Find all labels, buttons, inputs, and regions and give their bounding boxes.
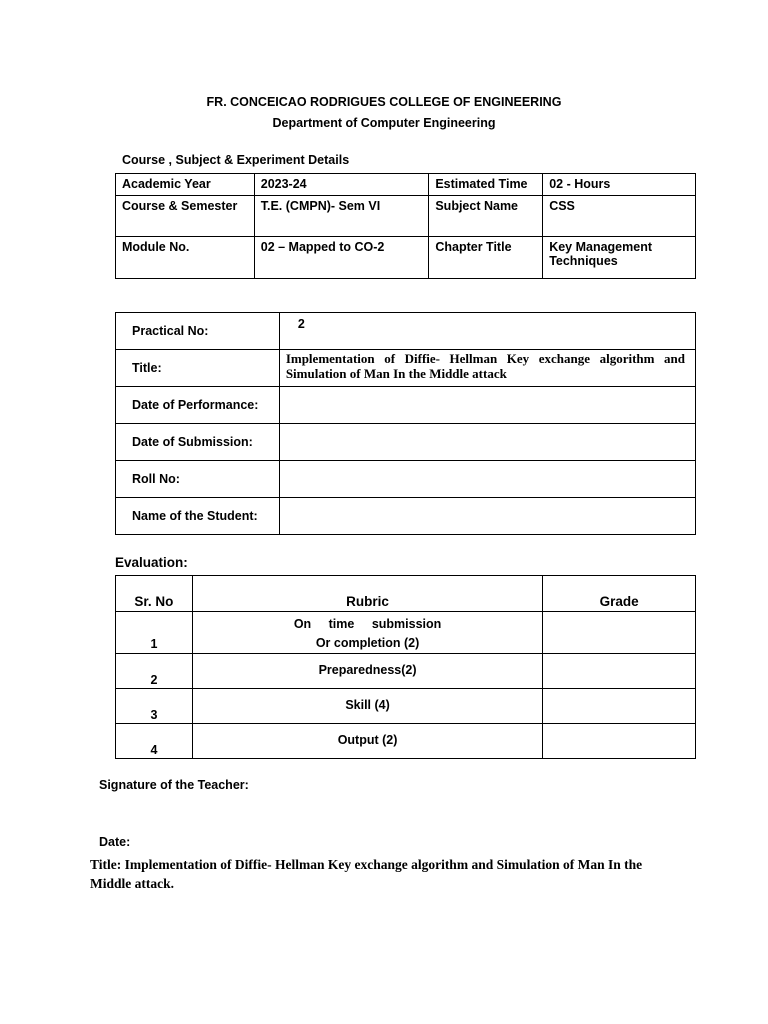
rubric-line: On time submission bbox=[293, 617, 442, 631]
table-row bbox=[116, 424, 696, 461]
table-row bbox=[116, 196, 696, 237]
rubric-cell bbox=[192, 612, 542, 654]
academic-year-value: 2023-24 bbox=[254, 174, 429, 196]
teacher-signature-label: Signature of the Teacher: bbox=[99, 778, 249, 792]
date-label: Date: bbox=[99, 835, 131, 849]
chapter-title-value bbox=[543, 237, 696, 279]
rubric-line: Or completion (2) bbox=[315, 636, 420, 650]
date-of-performance-label: Date of Performance: bbox=[116, 387, 280, 424]
grade-cell[interactable] bbox=[543, 724, 696, 759]
practical-details-table bbox=[115, 312, 696, 535]
grade-header: Grade bbox=[543, 576, 696, 612]
module-value: 02 – Mapped to CO-2 bbox=[254, 237, 429, 279]
table-row bbox=[116, 654, 696, 689]
table-row bbox=[116, 612, 696, 654]
evaluation-table bbox=[115, 575, 696, 759]
table-row bbox=[116, 350, 696, 387]
sr-no-header: Sr. No bbox=[116, 576, 193, 612]
title-label: Title: bbox=[116, 350, 280, 387]
date-of-performance-field[interactable] bbox=[279, 387, 695, 424]
department-name: Department of Computer Engineering bbox=[272, 116, 496, 130]
table-row bbox=[116, 724, 696, 759]
table-row bbox=[116, 498, 696, 535]
title-value bbox=[279, 350, 695, 387]
subject-name-label: Subject Name bbox=[429, 196, 543, 237]
title-line2: Simulation of Man In the Middle attack bbox=[285, 366, 507, 381]
experiment-title-line1: Title: Implementation of Diffie- Hellman Key exchange algorithm and Simulation of Man In the bbox=[90, 857, 643, 872]
table-row bbox=[116, 461, 696, 498]
rubric-cell: Skill (4) bbox=[192, 689, 542, 724]
sr-no-cell: 4 bbox=[116, 724, 193, 759]
date-of-submission-field[interactable] bbox=[279, 424, 695, 461]
table-row bbox=[116, 689, 696, 724]
grade-cell[interactable] bbox=[543, 612, 696, 654]
title-line1: Implementation of Diffie- Hellman Key exchange algorithm and bbox=[285, 351, 685, 366]
sr-no-cell: 1 bbox=[116, 612, 193, 654]
rubric-cell: Output (2) bbox=[192, 724, 542, 759]
table-row bbox=[116, 174, 696, 196]
chapter-title-line1: Key Management bbox=[549, 240, 652, 254]
course-semester-label: Course & Semester bbox=[116, 196, 255, 237]
estimated-time-value: 02 - Hours bbox=[543, 174, 696, 196]
table-row bbox=[116, 576, 696, 612]
student-name-field[interactable] bbox=[279, 498, 695, 535]
sr-no-cell: 2 bbox=[116, 654, 193, 689]
practical-no-value: 2 bbox=[279, 313, 695, 350]
grade-cell[interactable] bbox=[543, 689, 696, 724]
table-row bbox=[116, 313, 696, 350]
grade-cell[interactable] bbox=[543, 654, 696, 689]
table-row bbox=[116, 237, 696, 279]
course-semester-value: T.E. (CMPN)- Sem VI bbox=[254, 196, 429, 237]
practical-no-label: Practical No: bbox=[116, 313, 280, 350]
student-name-label: Name of the Student: bbox=[116, 498, 280, 535]
chapter-title-line2: Techniques bbox=[549, 254, 618, 268]
date-of-submission-label: Date of Submission: bbox=[116, 424, 280, 461]
rubric-cell: Preparedness(2) bbox=[192, 654, 542, 689]
course-details-table bbox=[115, 173, 696, 279]
academic-year-label: Academic Year bbox=[116, 174, 255, 196]
experiment-title bbox=[90, 855, 690, 893]
college-name: FR. CONCEICAO RODRIGUES COLLEGE OF ENGINEERING bbox=[206, 95, 562, 109]
subject-name-value: CSS bbox=[543, 196, 696, 237]
sr-no-cell: 3 bbox=[116, 689, 193, 724]
chapter-title-label: Chapter Title bbox=[429, 237, 543, 279]
estimated-time-label: Estimated Time bbox=[429, 174, 543, 196]
evaluation-heading: Evaluation: bbox=[115, 555, 188, 570]
roll-no-label: Roll No: bbox=[116, 461, 280, 498]
table-row bbox=[116, 387, 696, 424]
roll-no-field[interactable] bbox=[279, 461, 695, 498]
details-section-title: Course , Subject & Experiment Details bbox=[122, 153, 350, 167]
experiment-title-line2: Middle attack. bbox=[90, 876, 174, 891]
module-label: Module No. bbox=[116, 237, 255, 279]
rubric-header: Rubric bbox=[192, 576, 542, 612]
